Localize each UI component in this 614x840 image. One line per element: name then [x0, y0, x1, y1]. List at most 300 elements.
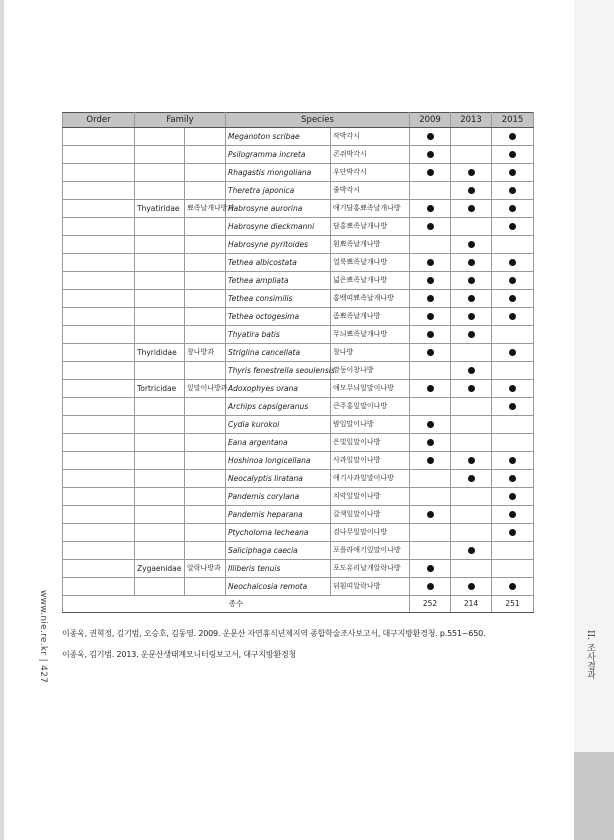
order-cell: [63, 380, 135, 398]
species-kor-cell: 넓은뾰족날개나방: [331, 272, 410, 290]
presence-cell-2009: [410, 326, 451, 344]
presence-cell-2013: [451, 434, 492, 452]
family-kor-cell: [185, 578, 226, 596]
species-kor-cell: 홍백띠뾰족날개나방: [331, 290, 410, 308]
family-sci-cell: [135, 272, 185, 290]
species-kor-cell: 작박각시: [331, 128, 410, 146]
family-kor-cell: [185, 452, 226, 470]
presence-dot-icon: [427, 223, 434, 230]
presence-cell-2013: [451, 542, 492, 560]
presence-cell-2009: [410, 290, 451, 308]
family-kor-cell: [185, 182, 226, 200]
species-sci-cell: Thyatira batis: [226, 326, 331, 344]
presence-dot-icon: [468, 205, 475, 212]
table-header-row: [63, 113, 534, 128]
presence-cell-2009: [410, 560, 451, 578]
species-kor-cell: 좀뾰족날개나방: [331, 308, 410, 326]
presence-dot-icon: [509, 151, 516, 158]
presence-cell-2013: [451, 560, 492, 578]
presence-dot-icon: [468, 277, 475, 284]
presence-cell-2009: [410, 488, 451, 506]
order-cell: [63, 434, 135, 452]
presence-dot-icon: [468, 241, 475, 248]
family-sci-cell: [135, 254, 185, 272]
footer-separator: |: [38, 658, 48, 666]
order-cell: [63, 578, 135, 596]
table-row: [63, 524, 534, 542]
order-cell: [63, 524, 135, 542]
table-row: [63, 542, 534, 560]
family-sci-cell: [135, 146, 185, 164]
family-sci-cell: [135, 452, 185, 470]
presence-dot-icon: [509, 169, 516, 176]
species-table-container: [62, 112, 533, 613]
presence-dot-icon: [509, 385, 516, 392]
order-cell: [63, 470, 135, 488]
order-cell: [63, 488, 135, 506]
presence-cell-2015: [492, 182, 534, 200]
family-sci-cell: [135, 164, 185, 182]
species-kor-cell: 콘쥐박각시: [331, 146, 410, 164]
species-sci-cell: Neochalcosia remota: [226, 578, 331, 596]
order-cell: [63, 272, 135, 290]
family-kor-cell: [185, 470, 226, 488]
presence-cell-2009: [410, 578, 451, 596]
presence-cell-2015: [492, 326, 534, 344]
family-kor-cell: [185, 524, 226, 542]
presence-cell-2015: [492, 434, 534, 452]
family-sci-cell: [135, 470, 185, 488]
presence-cell-2009: [410, 362, 451, 380]
order-cell: [63, 398, 135, 416]
table-row: [63, 452, 534, 470]
family-kor-cell: [185, 254, 226, 272]
presence-cell-2015: [492, 452, 534, 470]
presence-cell-2015: [492, 560, 534, 578]
presence-cell-2013: [451, 452, 492, 470]
family-kor-cell: [185, 416, 226, 434]
presence-cell-2013: [451, 524, 492, 542]
table-row: [63, 182, 534, 200]
family-sci-cell: [135, 290, 185, 308]
species-kor-cell: 검나무잎말이나방: [331, 524, 410, 542]
presence-dot-icon: [509, 493, 516, 500]
presence-cell-2009: [410, 434, 451, 452]
order-cell: [63, 542, 135, 560]
presence-cell-2015: [492, 308, 534, 326]
family-kor-cell: [185, 236, 226, 254]
presence-cell-2015: [492, 542, 534, 560]
presence-dot-icon: [427, 457, 434, 464]
presence-cell-2015: [492, 164, 534, 182]
species-kor-cell: 포도유리날개알락나방: [331, 560, 410, 578]
species-kor-cell: 줄박각시: [331, 182, 410, 200]
table-row: [63, 560, 534, 578]
species-kor-cell: 애기담홍뾰족날개나방: [331, 200, 410, 218]
presence-dot-icon: [427, 295, 434, 302]
species-sci-cell: Tethea consimilis: [226, 290, 331, 308]
species-kor-cell: 포플라애기잎말이나방: [331, 542, 410, 560]
presence-cell-2009: [410, 182, 451, 200]
species-sci-cell: Tethea ampliata: [226, 272, 331, 290]
species-sci-cell: Tethea octogesima: [226, 308, 331, 326]
presence-cell-2015: [492, 236, 534, 254]
order-cell: [63, 506, 135, 524]
table-row: [63, 488, 534, 506]
family-kor-cell: [185, 128, 226, 146]
species-table-body: [63, 128, 534, 596]
species-sci-cell: Eana argentana: [226, 434, 331, 452]
species-kor-cell: 애모무늬잎말이나방: [331, 380, 410, 398]
species-sci-cell: Habrosyne dieckmanni: [226, 218, 331, 236]
total-2009: 252: [410, 596, 451, 613]
presence-cell-2009: [410, 470, 451, 488]
presence-dot-icon: [468, 313, 475, 320]
presence-cell-2015: [492, 380, 534, 398]
presence-cell-2013: [451, 128, 492, 146]
table-row: [63, 434, 534, 452]
presence-dot-icon: [427, 205, 434, 212]
species-sci-cell: Thyris fenestrella seoulensis: [226, 362, 331, 380]
family-sci-cell: [135, 218, 185, 236]
species-sci-cell: Ptycholoma lecheana: [226, 524, 331, 542]
presence-cell-2009: [410, 452, 451, 470]
footer-website-and-page: [38, 590, 48, 683]
presence-cell-2013: [451, 200, 492, 218]
presence-dot-icon: [427, 313, 434, 320]
presence-cell-2009: [410, 524, 451, 542]
order-cell: [63, 344, 135, 362]
family-sci-cell: Thyatiridae: [135, 200, 185, 218]
presence-dot-icon: [509, 403, 516, 410]
family-sci-cell: [135, 362, 185, 380]
table-row: [63, 470, 534, 488]
presence-cell-2009: [410, 254, 451, 272]
presence-cell-2009: [410, 416, 451, 434]
presence-cell-2013: [451, 398, 492, 416]
total-label: 종수: [63, 596, 410, 613]
species-kor-cell: 큰주홍잎말이나방: [331, 398, 410, 416]
table-row: [63, 398, 534, 416]
species-sci-cell: Theretra japonica: [226, 182, 331, 200]
family-sci-cell: [135, 182, 185, 200]
species-sci-cell: Illiberis tenuis: [226, 560, 331, 578]
family-kor-cell: [185, 362, 226, 380]
table-row: [63, 146, 534, 164]
species-sci-cell: Habrosyne aurorina: [226, 200, 331, 218]
presence-dot-icon: [509, 583, 516, 590]
presence-dot-icon: [468, 583, 475, 590]
table-row: [63, 128, 534, 146]
presence-cell-2013: [451, 254, 492, 272]
species-kor-cell: 흰뾰족날개나방: [331, 236, 410, 254]
presence-cell-2015: [492, 218, 534, 236]
presence-cell-2013: [451, 362, 492, 380]
presence-cell-2013: [451, 506, 492, 524]
presence-cell-2009: [410, 542, 451, 560]
presence-dot-icon: [427, 583, 434, 590]
family-sci-cell: Zygaenidae: [135, 560, 185, 578]
species-kor-cell: 밤잎말이나방: [331, 416, 410, 434]
presence-cell-2009: [410, 398, 451, 416]
presence-cell-2009: [410, 128, 451, 146]
family-kor-cell: [185, 398, 226, 416]
species-kor-cell: 담홍뾰족날개나방: [331, 218, 410, 236]
family-sci-cell: [135, 236, 185, 254]
species-kor-cell: 애기사과잎말이나방: [331, 470, 410, 488]
presence-cell-2013: [451, 416, 492, 434]
order-cell: [63, 326, 135, 344]
presence-dot-icon: [427, 511, 434, 518]
family-kor-cell: [185, 434, 226, 452]
presence-dot-icon: [427, 385, 434, 392]
order-cell: [63, 200, 135, 218]
order-cell: [63, 146, 135, 164]
family-kor-cell: 창나방과: [185, 344, 226, 362]
species-kor-cell: 뒤흰띠알락나방: [331, 578, 410, 596]
presence-dot-icon: [509, 349, 516, 356]
table-row: [63, 326, 534, 344]
presence-cell-2013: [451, 488, 492, 506]
presence-cell-2009: [410, 218, 451, 236]
presence-cell-2013: [451, 236, 492, 254]
species-kor-cell: 창나방: [331, 344, 410, 362]
presence-dot-icon: [468, 169, 475, 176]
species-sci-cell: Archips capsigeranus: [226, 398, 331, 416]
presence-dot-icon: [468, 475, 475, 482]
presence-dot-icon: [509, 133, 516, 140]
table-row: [63, 362, 534, 380]
presence-dot-icon: [509, 313, 516, 320]
presence-cell-2015: [492, 344, 534, 362]
family-sci-cell: [135, 578, 185, 596]
presence-cell-2013: [451, 380, 492, 398]
family-sci-cell: Thyrididae: [135, 344, 185, 362]
presence-cell-2015: [492, 146, 534, 164]
species-sci-cell: Psilogramma increta: [226, 146, 331, 164]
order-cell: [63, 218, 135, 236]
presence-dot-icon: [427, 169, 434, 176]
table-row: [63, 506, 534, 524]
presence-cell-2015: [492, 488, 534, 506]
family-kor-cell: [185, 164, 226, 182]
presence-cell-2015: [492, 506, 534, 524]
species-sci-cell: Habrosyne pyritoides: [226, 236, 331, 254]
presence-dot-icon: [427, 421, 434, 428]
family-kor-cell: 뾰족날개나방과: [185, 200, 226, 218]
table-row: [63, 344, 534, 362]
species-table: [62, 112, 534, 613]
table-row: [63, 164, 534, 182]
presence-cell-2013: [451, 326, 492, 344]
table-row: [63, 290, 534, 308]
presence-dot-icon: [509, 223, 516, 230]
order-cell: [63, 362, 135, 380]
family-kor-cell: [185, 146, 226, 164]
presence-cell-2009: [410, 344, 451, 362]
family-sci-cell: [135, 398, 185, 416]
presence-cell-2013: [451, 218, 492, 236]
presence-cell-2009: [410, 506, 451, 524]
species-sci-cell: Saliciphaga caecia: [226, 542, 331, 560]
presence-cell-2009: [410, 200, 451, 218]
header-2009: 2009: [410, 113, 451, 128]
family-kor-cell: [185, 290, 226, 308]
presence-cell-2013: [451, 272, 492, 290]
family-sci-cell: [135, 308, 185, 326]
table-row: [63, 308, 534, 326]
presence-cell-2015: [492, 524, 534, 542]
presence-cell-2015: [492, 398, 534, 416]
family-kor-cell: 잎말이나방과: [185, 380, 226, 398]
species-kor-cell: 치악잎말이나방: [331, 488, 410, 506]
family-kor-cell: [185, 308, 226, 326]
presence-cell-2009: [410, 146, 451, 164]
order-cell: [63, 182, 135, 200]
family-kor-cell: [185, 272, 226, 290]
species-sci-cell: Rhagastis mongoliana: [226, 164, 331, 182]
table-row: [63, 272, 534, 290]
family-sci-cell: Tortricidae: [135, 380, 185, 398]
family-sci-cell: [135, 128, 185, 146]
presence-dot-icon: [427, 331, 434, 338]
presence-dot-icon: [427, 277, 434, 284]
presence-cell-2015: [492, 200, 534, 218]
family-kor-cell: [185, 218, 226, 236]
presence-cell-2015: [492, 128, 534, 146]
presence-dot-icon: [468, 331, 475, 338]
family-kor-cell: [185, 542, 226, 560]
presence-dot-icon: [427, 259, 434, 266]
order-cell: [63, 560, 135, 578]
table-row: [63, 200, 534, 218]
reference-2: 이종욱, 김기범. 2013. 운문산생태계모니터링보고서, 대구지방환경청: [62, 650, 297, 659]
presence-cell-2013: [451, 164, 492, 182]
presence-cell-2015: [492, 578, 534, 596]
presence-dot-icon: [509, 277, 516, 284]
species-sci-cell: Adoxophyes orana: [226, 380, 331, 398]
family-sci-cell: [135, 524, 185, 542]
species-sci-cell: Meganoton scribae: [226, 128, 331, 146]
presence-dot-icon: [427, 439, 434, 446]
table-row: [63, 380, 534, 398]
presence-dot-icon: [468, 547, 475, 554]
presence-dot-icon: [427, 349, 434, 356]
presence-cell-2015: [492, 362, 534, 380]
species-sci-cell: Hoshinoa longicellana: [226, 452, 331, 470]
right-margin-bar: [574, 0, 614, 840]
presence-cell-2009: [410, 380, 451, 398]
order-cell: [63, 290, 135, 308]
order-cell: [63, 236, 135, 254]
presence-cell-2009: [410, 272, 451, 290]
presence-dot-icon: [468, 457, 475, 464]
presence-dot-icon: [509, 187, 516, 194]
presence-dot-icon: [509, 205, 516, 212]
family-kor-cell: [185, 326, 226, 344]
table-row: [63, 236, 534, 254]
presence-cell-2015: [492, 470, 534, 488]
section-label: II. 조사결과: [585, 630, 595, 679]
presence-cell-2015: [492, 272, 534, 290]
presence-cell-2013: [451, 182, 492, 200]
presence-dot-icon: [468, 385, 475, 392]
total-row: [63, 596, 534, 613]
presence-cell-2013: [451, 308, 492, 326]
presence-cell-2015: [492, 290, 534, 308]
presence-dot-icon: [509, 511, 516, 518]
footer-website: www.nie.re.kr: [38, 590, 48, 656]
species-sci-cell: Pandemis corylana: [226, 488, 331, 506]
family-sci-cell: [135, 416, 185, 434]
family-kor-cell: [185, 506, 226, 524]
presence-cell-2009: [410, 308, 451, 326]
species-sci-cell: Neocalyptis liratana: [226, 470, 331, 488]
presence-dot-icon: [468, 187, 475, 194]
presence-dot-icon: [468, 295, 475, 302]
presence-cell-2013: [451, 146, 492, 164]
header-family: Family: [135, 113, 226, 128]
family-sci-cell: [135, 542, 185, 560]
family-sci-cell: [135, 326, 185, 344]
species-kor-cell: 사과잎말이나방: [331, 452, 410, 470]
total-2015: 251: [492, 596, 534, 613]
table-row: [63, 218, 534, 236]
header-2015: 2015: [492, 113, 534, 128]
order-cell: [63, 164, 135, 182]
family-sci-cell: [135, 506, 185, 524]
presence-cell-2013: [451, 290, 492, 308]
header-order: Order: [63, 113, 135, 128]
species-kor-cell: 우단박각시: [331, 164, 410, 182]
presence-dot-icon: [468, 259, 475, 266]
presence-dot-icon: [427, 565, 434, 572]
order-cell: [63, 452, 135, 470]
header-species: Species: [226, 113, 410, 128]
species-kor-cell: 얼룩뾰족날개나방: [331, 254, 410, 272]
species-kor-cell: 깜둥이창나방: [331, 362, 410, 380]
header-2013: 2013: [451, 113, 492, 128]
table-row: [63, 416, 534, 434]
presence-dot-icon: [509, 295, 516, 302]
family-sci-cell: [135, 434, 185, 452]
presence-cell-2013: [451, 344, 492, 362]
table-row: [63, 254, 534, 272]
species-kor-cell: 갈색잎말이나방: [331, 506, 410, 524]
presence-dot-icon: [509, 529, 516, 536]
family-sci-cell: [135, 488, 185, 506]
species-kor-cell: 무늬뾰족날개나방: [331, 326, 410, 344]
presence-dot-icon: [427, 133, 434, 140]
family-kor-cell: 알락나방과: [185, 560, 226, 578]
presence-dot-icon: [509, 475, 516, 482]
presence-cell-2015: [492, 254, 534, 272]
total-2013: 214: [451, 596, 492, 613]
presence-cell-2009: [410, 236, 451, 254]
presence-cell-2015: [492, 416, 534, 434]
presence-dot-icon: [468, 367, 475, 374]
footer-page-number: 427: [38, 665, 48, 684]
reference-1: 이종욱, 권혁정, 김기범, 오승호, 김동영. 2009. 운문산 자연휴식년제지역 종합학술조사보고서, 대구지방환경청. p.551~650.: [62, 629, 486, 638]
order-cell: [63, 254, 135, 272]
presence-cell-2013: [451, 578, 492, 596]
order-cell: [63, 416, 135, 434]
table-row: [63, 578, 534, 596]
species-sci-cell: Striglina cancellata: [226, 344, 331, 362]
species-sci-cell: Tethea albicostata: [226, 254, 331, 272]
species-kor-cell: 은빛잎말이나방: [331, 434, 410, 452]
presence-dot-icon: [509, 457, 516, 464]
